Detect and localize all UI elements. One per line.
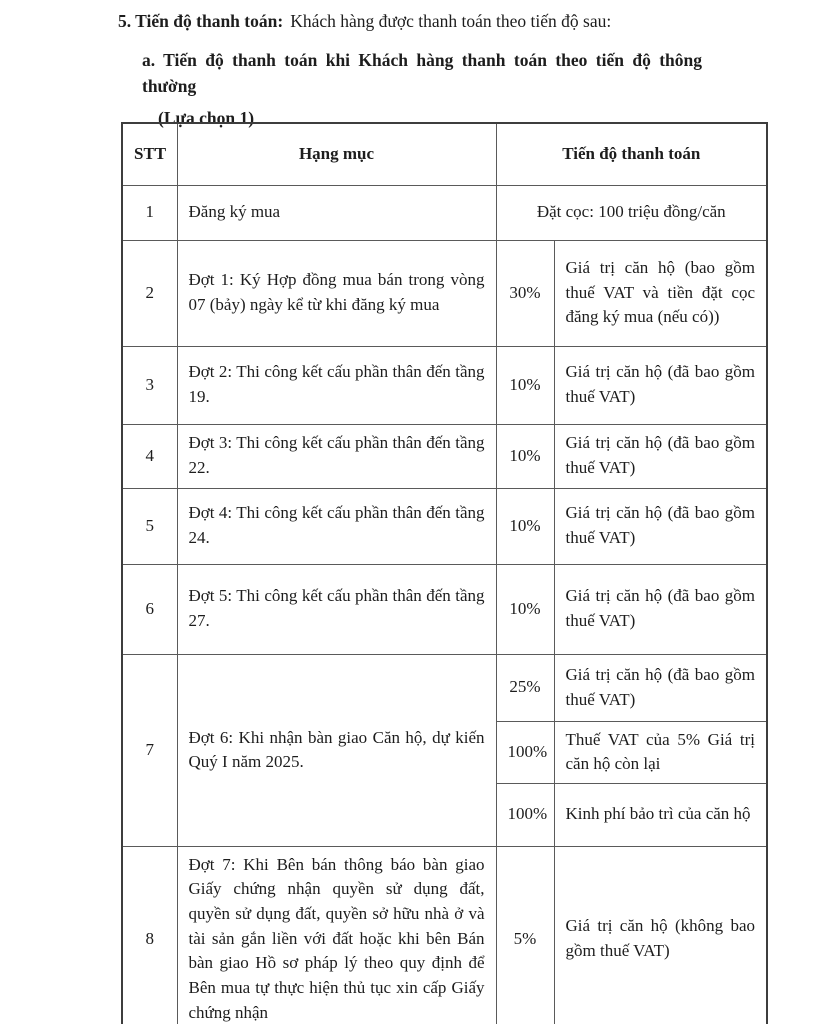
percent-cell: 10%	[496, 488, 554, 564]
stt-cell: 4	[122, 424, 177, 488]
item-cell: Đợt 7: Khi Bên bán thông báo bàn giao Giấy chứng nhận quyền sử dụng đất, quyền sử dụng đất, quyền sở hữu nhà ở và tài sản gắn liền với đất hoặc khi bên Bán bàn giao Hồ sơ pháp lý theo quy định để Bên mua tự thực hiện thủ tục xin cấp Giấy chứng nhận	[177, 846, 496, 1024]
item-cell: Đợt 3: Thi công kết cấu phần thân đến tầng 22.	[177, 424, 496, 488]
basis-cell: Giá trị căn hộ (đã bao gồm thuế VAT)	[554, 424, 767, 488]
stt-cell: 1	[122, 185, 177, 240]
percent-cell: 100%	[496, 783, 554, 846]
table-row	[122, 346, 767, 424]
stt-cell: 8	[122, 846, 177, 1024]
basis-cell: Giá trị căn hộ (đã bao gồm thuế VAT)	[554, 488, 767, 564]
item-cell: Đăng ký mua	[177, 185, 496, 240]
basis-cell: Thuế VAT của 5% Giá trị căn hộ còn lại	[554, 721, 767, 783]
table-row	[122, 240, 767, 346]
table-row	[122, 846, 767, 1024]
item-cell: Đợt 2: Thi công kết cấu phần thân đến tầng 19.	[177, 346, 496, 424]
item-cell: Đợt 4: Thi công kết cấu phần thân đến tầng 24.	[177, 488, 496, 564]
stt-cell: 7	[122, 654, 177, 846]
stt-cell: 3	[122, 346, 177, 424]
basis-cell: Kinh phí bảo trì của căn hộ	[554, 783, 767, 846]
col-header-stt: STT	[122, 123, 177, 185]
stt-cell: 5	[122, 488, 177, 564]
item-cell: Đợt 1: Ký Hợp đồng mua bán trong vòng 07 (bảy) ngày kể từ khi đăng ký mua	[177, 240, 496, 346]
stt-cell: 6	[122, 564, 177, 654]
subsection-heading-line2: (Lựa chọn 1)	[158, 107, 255, 128]
basis-cell: Giá trị căn hộ (đã bao gồm thuế VAT)	[554, 564, 767, 654]
basis-cell: Giá trị căn hộ (đã bao gồm thuế VAT)	[554, 346, 767, 424]
item-cell: Đợt 5: Thi công kết cấu phần thân đến tầng 27.	[177, 564, 496, 654]
percent-cell: 10%	[496, 346, 554, 424]
table-row	[122, 488, 767, 564]
col-header-item: Hạng mục	[177, 123, 496, 185]
item-cell: Đợt 6: Khi nhận bàn giao Căn hộ, dự kiến Quý I năm 2025.	[177, 654, 496, 846]
basis-cell: Giá trị căn hộ (không bao gồm thuế VAT)	[554, 846, 767, 1024]
basis-cell: Giá trị căn hộ (bao gồm thuế VAT và tiền đặt cọc đăng ký mua (nếu có))	[554, 240, 767, 346]
col-header-payment: Tiến độ thanh toán	[496, 123, 767, 185]
section-heading-text: Khách hàng được thanh toán theo tiến độ sau:	[290, 11, 612, 31]
basis-cell: Giá trị căn hộ (đã bao gồm thuế VAT)	[554, 654, 767, 721]
percent-cell: 100%	[496, 721, 554, 783]
percent-cell: 25%	[496, 654, 554, 721]
table-row	[122, 654, 767, 721]
section-heading	[118, 8, 818, 34]
deposit-cell: Đặt cọc: 100 triệu đồng/căn	[496, 185, 767, 240]
percent-cell: 30%	[496, 240, 554, 346]
payment-schedule-table	[121, 122, 768, 1024]
stt-cell: 2	[122, 240, 177, 346]
percent-cell: 5%	[496, 846, 554, 1024]
subsection-heading	[142, 47, 758, 131]
table-row	[122, 424, 767, 488]
table-row	[122, 564, 767, 654]
percent-cell: 10%	[496, 424, 554, 488]
table-header-row	[122, 123, 767, 185]
section-heading-title: 5. Tiến độ thanh toán:	[118, 11, 284, 31]
percent-cell: 10%	[496, 564, 554, 654]
table-row	[122, 185, 767, 240]
subsection-heading-line1: a. Tiến độ thanh toán khi Khách hàng thanh toán theo tiến độ thông thường	[142, 50, 702, 97]
